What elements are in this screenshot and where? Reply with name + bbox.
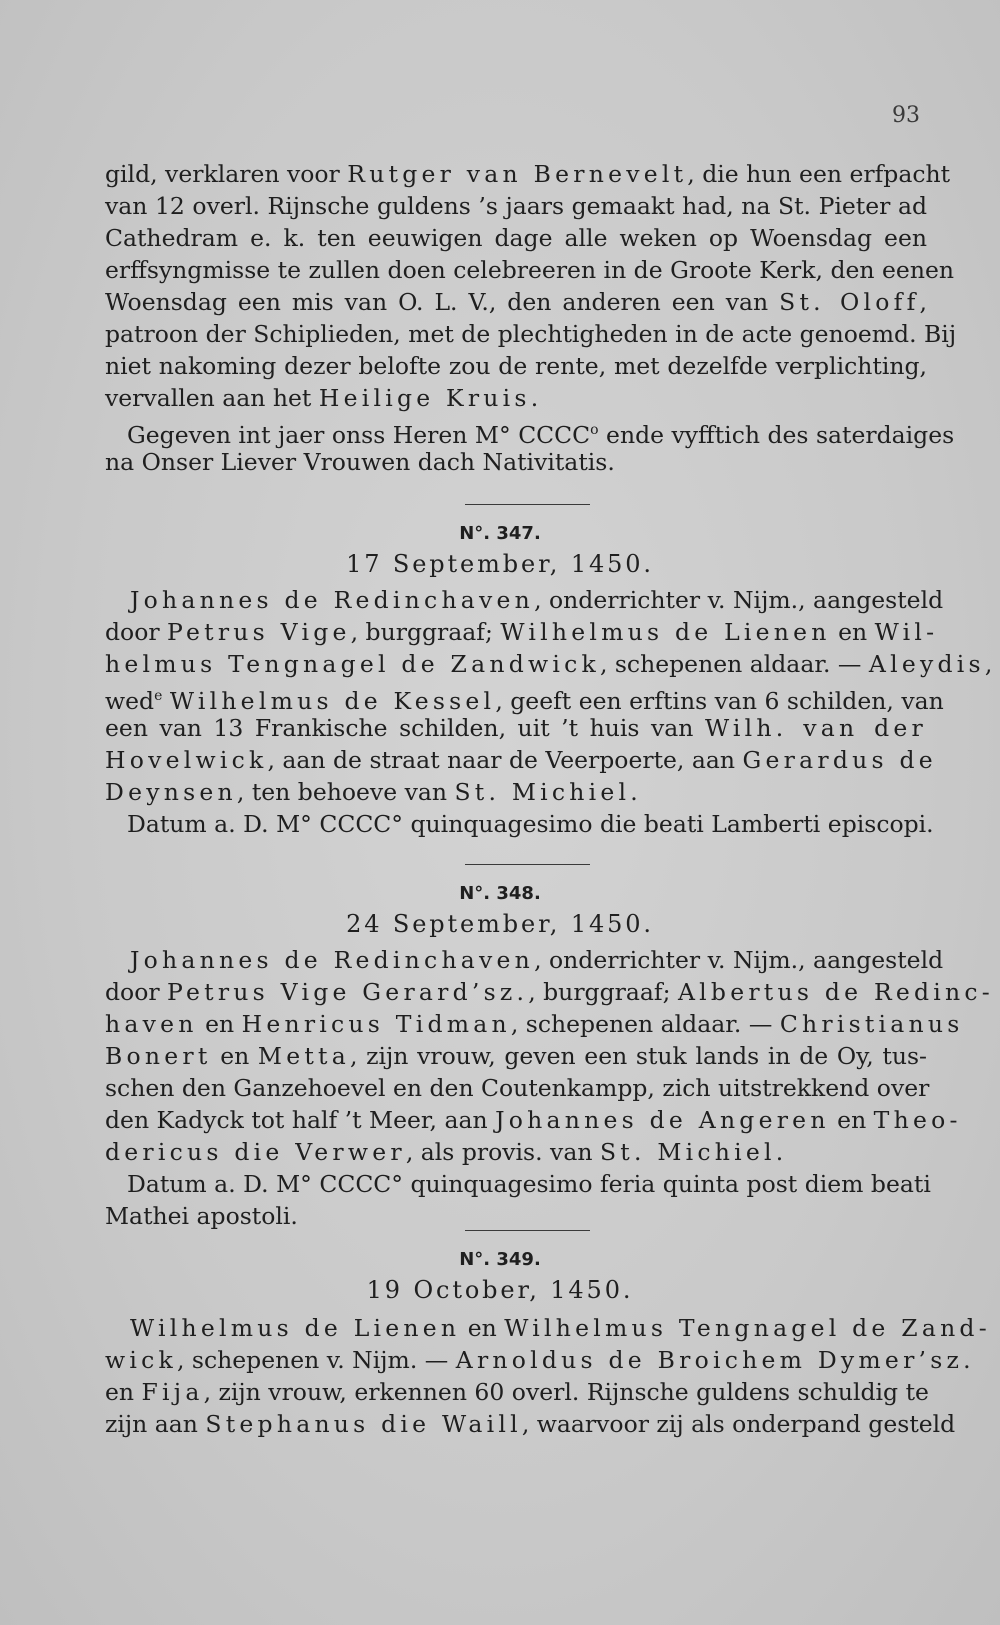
spaced-name: Christianus: [779, 1010, 964, 1038]
spaced-name: Deynsen: [105, 778, 237, 806]
text-run: schen den Ganzehoevel en den Coutenkampp, zich uitstrekkend over: [105, 1074, 930, 1102]
intro-line: [105, 286, 927, 318]
spaced-name: St. Oloff: [779, 288, 920, 316]
entry-line: [105, 1136, 927, 1168]
text-run: en: [460, 1314, 505, 1342]
entry-line: [105, 976, 994, 1008]
text-run: van 12 overl. Rijnsche guldens ’s jaars gemaakt had, na St. Pieter ad: [105, 192, 927, 220]
spaced-name: Henricus Tidman: [241, 1010, 511, 1038]
spaced-name: Metta: [257, 1042, 350, 1070]
entry-line: [130, 584, 944, 616]
entry-date: 24 September, 1450.: [346, 910, 654, 938]
entry-line: [105, 1040, 927, 1072]
spaced-name: Wilhelmus de Lienen: [130, 1314, 461, 1342]
text-run: wed: [105, 686, 155, 715]
text-run: , geeft een erftins van 6 schilden, van: [495, 686, 944, 715]
spaced-name: Bonert: [105, 1042, 212, 1070]
text-run: , schepenen aldaar. —: [599, 650, 869, 678]
spaced-name: Stephanus die Waill: [205, 1410, 522, 1438]
entry-line: [105, 1104, 962, 1136]
spaced-name: St. Michiel: [599, 1138, 776, 1166]
text-run: Mathei apostoli.: [105, 1202, 298, 1230]
entry-number: N°. 347.: [459, 523, 541, 544]
intro-line: [127, 414, 955, 449]
text-run: en: [105, 1378, 142, 1406]
spaced-name: haven: [105, 1010, 198, 1038]
entry-line: [105, 1408, 956, 1440]
text-run: niet nakoming dezer belofte zou de rente, met dezelfde verplichting,: [105, 352, 927, 380]
spaced-name: Wilhelmus de Lienen: [500, 618, 831, 646]
text-run: ende vyfftich des saterdaiges: [598, 420, 955, 449]
text-run: .: [630, 778, 638, 806]
text-run: vervallen aan het: [105, 384, 319, 412]
text-run: , onderrichter v. Nijm., aangesteld: [534, 946, 944, 974]
intro-line: [105, 446, 927, 478]
text-run: [162, 687, 169, 715]
entry-line: [127, 808, 934, 840]
intro-line: [105, 222, 927, 254]
text-run: .: [530, 384, 539, 412]
text-run: , zijn vrouw, geven een stuk lands in de Oy, tus-: [349, 1042, 927, 1070]
spaced-name: Johannes de Redinchaven: [130, 946, 535, 974]
text-run: Datum a. D. M° CCCC° quinquagesimo feria quinta post diem beati: [127, 1170, 931, 1198]
spaced-name: Theo-: [873, 1106, 962, 1134]
entry-line: [105, 1344, 975, 1376]
entry-line: [130, 944, 944, 976]
spaced-name: Albertus de Redinc-: [677, 978, 994, 1006]
text-run: door: [105, 978, 168, 1006]
entry-line: [105, 1376, 927, 1408]
text-run: , onderrichter v. Nijm., aangesteld: [534, 586, 944, 614]
entry-number: N°. 348.: [459, 883, 541, 904]
intro-line: [105, 382, 927, 414]
entry-line: [105, 616, 939, 648]
entry-line: [127, 1168, 931, 1200]
text-run: , aan de straat naar de Veerpoerte, aan: [267, 746, 743, 774]
spaced-name: Johannes de Angeren: [495, 1106, 830, 1134]
text-run: door: [105, 618, 168, 646]
intro-line: [105, 158, 951, 190]
text-run: na Onser Liever Vrouwen dach Nativitatis.: [105, 448, 615, 476]
spaced-name: dericus die Verwer: [105, 1138, 406, 1166]
entry-line: [105, 1200, 927, 1232]
text-run: , schepenen v. Nijm. —: [176, 1346, 456, 1374]
spaced-name: St. Michiel: [454, 778, 631, 806]
text-run: en: [197, 1010, 242, 1038]
page-number: 93: [892, 103, 920, 128]
spaced-name: Gerardus de: [742, 746, 937, 774]
text-run: , burggraaf;: [350, 618, 501, 646]
intro-line: [105, 190, 927, 222]
entry-line: [105, 1072, 930, 1104]
spaced-name: wick: [105, 1346, 177, 1374]
text-run: , burggraaf;: [528, 978, 678, 1006]
text-run: , ten behoeve van: [236, 778, 455, 806]
spaced-name: Heilige Kruis: [318, 384, 531, 412]
entry-line: [105, 744, 937, 776]
entry-line: [105, 1008, 964, 1040]
text-run: , als provis. van: [405, 1138, 600, 1166]
spaced-name: Wilhelmus Tengnagel de Zand-: [504, 1314, 991, 1342]
section-divider: [465, 864, 590, 865]
spaced-name: Rutger van Bernevelt: [347, 160, 688, 188]
text-run: .: [775, 1138, 784, 1166]
text-run: patroon der Schiplieden, met de plechtigheden in de acte genoemd. Bij: [105, 320, 957, 348]
section-divider: [465, 504, 590, 505]
text-run: en: [829, 1106, 874, 1134]
text-run: ,: [984, 650, 993, 678]
text-run: gild, verklaren voor: [105, 160, 348, 188]
text-run: , die hun een erfpacht: [687, 160, 951, 188]
spaced-name: Petrus Vige: [167, 618, 351, 646]
entry-line: [105, 712, 927, 744]
text-run: ,: [919, 288, 927, 316]
text-run: Cathedram e. k. ten eeuwigen dage alle weken op Woensdag een: [105, 224, 927, 252]
text-run: Woensdag een mis van O. L. V., den anderen een van: [105, 288, 780, 316]
text-run: , schepenen aldaar. —: [510, 1010, 780, 1038]
text-run: en: [830, 618, 875, 646]
text-run: Gegeven int jaer onss Heren M° CCCC: [127, 420, 591, 449]
spaced-name: Aleydis: [868, 650, 985, 678]
entry-line: [130, 1312, 991, 1344]
entry-line: [105, 776, 927, 808]
spaced-name: Petrus Vige Gerard’sz.: [167, 978, 529, 1006]
text-run: zijn aan: [105, 1410, 206, 1438]
spaced-name: Hovelwick: [105, 746, 268, 774]
entry-date: 19 October, 1450.: [366, 1276, 634, 1304]
text-run: erffsyngmisse te zullen doen celebreeren in de Groote Kerk, den eenen: [105, 256, 955, 284]
entry-number: N°. 349.: [459, 1249, 541, 1270]
text-run: , waarvoor zij als onderpand gesteld: [521, 1410, 956, 1438]
spaced-name: Wilh. van der: [704, 714, 927, 742]
superscript: o: [590, 422, 599, 438]
spaced-name: Fija: [141, 1378, 204, 1406]
spaced-name: Arnoldus de Broichem Dymer’sz.: [455, 1346, 975, 1374]
spaced-name: helmus Tengnagel de Zandwick: [105, 650, 600, 678]
superscript: e: [154, 688, 163, 704]
text-run: den Kadyck tot half ’t Meer, aan: [105, 1106, 496, 1134]
entry-date: 17 September, 1450.: [346, 550, 654, 578]
text-run: en: [211, 1042, 258, 1070]
intro-line: [105, 350, 927, 382]
intro-line: [105, 318, 957, 350]
entry-line: [105, 648, 993, 680]
entry-line: [105, 680, 944, 715]
spaced-name: Wil-: [874, 618, 939, 646]
section-divider: [465, 1230, 590, 1231]
spaced-name: Wilhelmus de Kessel: [169, 686, 496, 715]
intro-line: [105, 254, 955, 286]
text-run: een van 13 Frankische schilden, uit ’t huis van: [105, 714, 705, 742]
spaced-name: Johannes de Redinchaven: [130, 586, 535, 614]
text-run: , zijn vrouw, erkennen 60 overl. Rijnsche guldens schuldig te: [203, 1378, 929, 1406]
text-run: Datum a. D. M° CCCC° quinquagesimo die beati Lamberti episcopi.: [127, 810, 934, 838]
